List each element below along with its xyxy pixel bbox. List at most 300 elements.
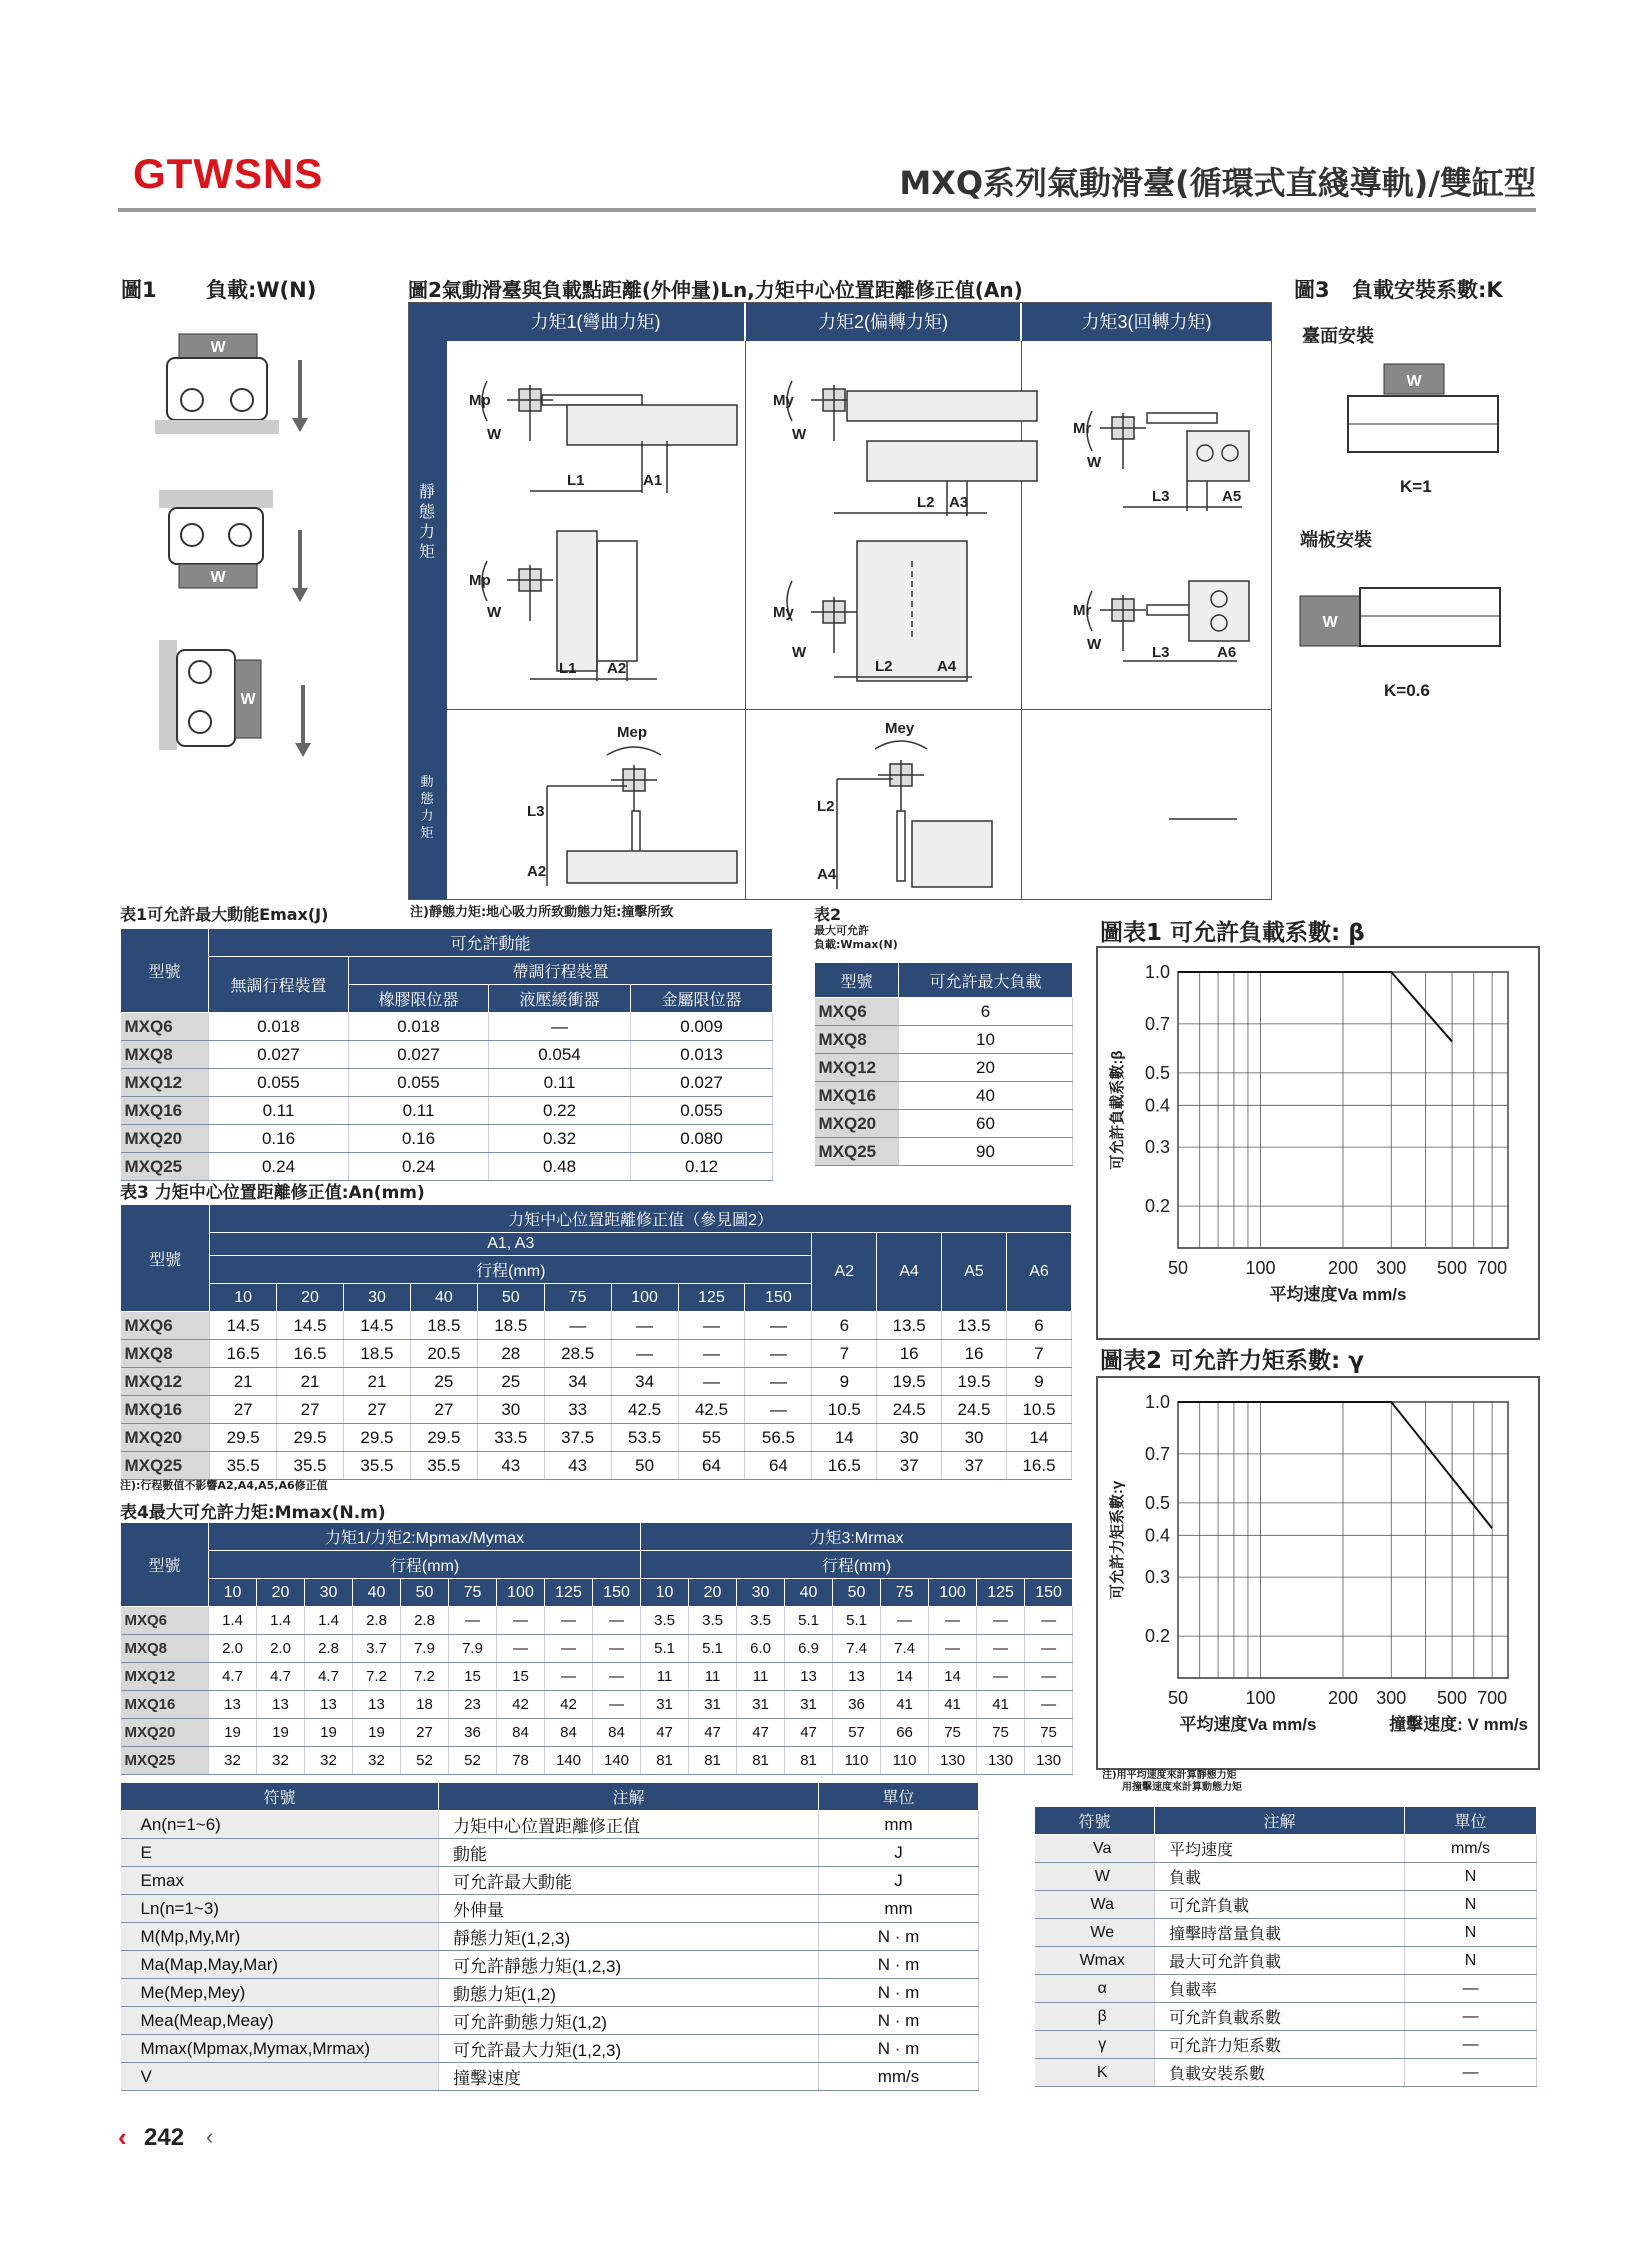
t3-cell: 34 xyxy=(611,1368,678,1396)
table-row xyxy=(121,1368,1072,1396)
fig2-col3: 力矩3(回轉力矩) xyxy=(1081,312,1212,332)
sym1-cell: 外伸量 xyxy=(439,1895,819,1923)
table-row xyxy=(121,1069,773,1097)
sym2-cell: N xyxy=(1405,1919,1537,1947)
sym2-cell: α xyxy=(1035,1975,1155,2003)
table-row xyxy=(121,1013,773,1041)
table-row xyxy=(121,2063,979,2091)
t1-h-rubber: 橡膠限位器 xyxy=(349,985,489,1013)
t4-stroke: 10 xyxy=(209,1579,257,1607)
lbl-a3: A3 xyxy=(949,494,969,511)
sym1-cell: mm/s xyxy=(819,2063,979,2091)
t3-cell: 29.5 xyxy=(410,1424,477,1452)
table-row xyxy=(815,1054,1073,1082)
lbl-w3: W xyxy=(792,426,807,443)
t3-h-a2: A2 xyxy=(812,1233,877,1312)
t3-title: 表3 力矩中心位置距離修正值:An(mm) xyxy=(120,1183,425,1203)
t4-cell: 110 xyxy=(833,1747,881,1775)
t3-cell: 35.5 xyxy=(344,1452,411,1480)
x-tick-label: 500 xyxy=(1437,1688,1468,1708)
t4-cell: — xyxy=(1025,1635,1073,1663)
t1-h-group: 可允許動能 xyxy=(209,929,773,957)
t3-cell: 28.5 xyxy=(544,1340,611,1368)
lbl-mp1: Mp xyxy=(469,392,491,409)
y-tick-label: 0.7 xyxy=(1144,1013,1170,1034)
t3-cell: 30 xyxy=(477,1396,544,1424)
t4-stroke: 50 xyxy=(833,1579,881,1607)
x-tick-label: 50 xyxy=(1167,1688,1189,1708)
fig2-col1: 力矩1(彎曲力矩) xyxy=(447,303,746,341)
t3-note: 注):行程數值不影響A2,A4,A5,A6修正值 xyxy=(120,1479,328,1492)
t4-cell: 5.1 xyxy=(785,1607,833,1635)
sym2-cell: 可允許負載 xyxy=(1155,1891,1405,1919)
t3-stroke: 50 xyxy=(477,1284,544,1312)
t3-stroke: 75 xyxy=(544,1284,611,1312)
sym1-cell: 可允許動態力矩(1,2) xyxy=(439,2007,819,2035)
t4-cell: 13 xyxy=(257,1691,305,1719)
t3-cell: 14.5 xyxy=(277,1312,344,1340)
t1-h-with: 帶調行程裝置 xyxy=(349,957,773,985)
x-tick-label: 100 xyxy=(1245,1688,1276,1708)
t3-stroke: 30 xyxy=(344,1284,411,1312)
sym1-cell: Mmax(Mpmax,Mymax,Mrmax) xyxy=(121,2035,439,2063)
t1-cell: 0.009 xyxy=(631,1013,773,1041)
t3-cell: 19.5 xyxy=(942,1368,1007,1396)
table-row xyxy=(121,1951,979,1979)
table-row xyxy=(121,1691,1073,1719)
lbl-w5: W xyxy=(1087,454,1102,471)
sym1-cell: Ln(n=1~3) xyxy=(121,1895,439,1923)
sym1-cell: 動態力矩(1,2) xyxy=(439,1979,819,2007)
fig2-diagrams xyxy=(447,341,1271,899)
table-row xyxy=(815,1138,1073,1166)
lbl-w6: W xyxy=(1087,636,1102,653)
sym1-cell: mm xyxy=(819,1895,979,1923)
t4-cell: MXQ6 xyxy=(121,1607,209,1635)
t3-stroke: 100 xyxy=(611,1284,678,1312)
t4-cell: 13 xyxy=(785,1663,833,1691)
t4-cell: — xyxy=(497,1635,545,1663)
t4-cell: 6.0 xyxy=(737,1635,785,1663)
lbl-mep: Mep xyxy=(617,724,647,741)
t3-cell: 24.5 xyxy=(877,1396,942,1424)
fig3-w2: W xyxy=(1322,614,1338,631)
t3-h-group: 力矩中心位置距離修正值（參見圖2） xyxy=(210,1205,1072,1233)
fig1-title: 圖1 xyxy=(121,278,157,302)
table-row xyxy=(1035,1863,1537,1891)
table-row xyxy=(121,1895,979,1923)
sym1-cell: Mea(Meap,Meay) xyxy=(121,2007,439,2035)
sym2-cell: 可允許力矩系數 xyxy=(1155,2031,1405,2059)
table-row xyxy=(121,1635,1073,1663)
t2-sub2: 負載:Wmax(N) xyxy=(814,938,898,951)
sym1-cell: N · m xyxy=(819,1979,979,2007)
t1-cell: 0.055 xyxy=(349,1069,489,1097)
x-tick-label: 50 xyxy=(1167,1258,1189,1278)
lbl-l1a: L1 xyxy=(567,472,585,489)
t4-cell: MXQ16 xyxy=(121,1691,209,1719)
sym2-cell: 負載安裝系數 xyxy=(1155,2059,1405,2087)
t4-cell: 32 xyxy=(209,1747,257,1775)
t3-cell: — xyxy=(678,1368,745,1396)
lbl-a4: A4 xyxy=(937,658,957,675)
t2-cell: MXQ12 xyxy=(815,1054,899,1082)
fig1-diagram xyxy=(145,320,335,780)
t1-cell: 0.018 xyxy=(349,1013,489,1041)
t4-cell: 47 xyxy=(641,1719,689,1747)
sym2-cell: We xyxy=(1035,1919,1155,1947)
sym2-cell: K xyxy=(1035,2059,1155,2087)
t3-cell: 35.5 xyxy=(277,1452,344,1480)
lbl-l1b: L1 xyxy=(559,660,577,677)
t4-cell: 15 xyxy=(497,1663,545,1691)
t3-cell: MXQ25 xyxy=(121,1452,210,1480)
t3-cell: 16 xyxy=(942,1340,1007,1368)
t4-stroke: 30 xyxy=(737,1579,785,1607)
lbl-w4: W xyxy=(792,644,807,661)
table-an xyxy=(120,1204,1072,1480)
table-row xyxy=(1035,1891,1537,1919)
t4-cell: 5.1 xyxy=(641,1635,689,1663)
table-row xyxy=(121,1396,1072,1424)
t2-cell: MXQ16 xyxy=(815,1082,899,1110)
t4-stroke: 40 xyxy=(353,1579,401,1607)
t3-cell: 14 xyxy=(1006,1424,1071,1452)
table-row xyxy=(815,1082,1073,1110)
y-axis-label: 可允許力矩系數:γ xyxy=(1109,1480,1126,1600)
t3-cell: 18.5 xyxy=(477,1312,544,1340)
y-tick-label: 0.3 xyxy=(1144,1137,1170,1158)
sym1-cell: 動能 xyxy=(439,1839,819,1867)
t3-h-a6: A6 xyxy=(1006,1233,1071,1312)
t3-cell: 10.5 xyxy=(812,1396,877,1424)
table-wmax xyxy=(814,962,1073,1166)
t3-cell: — xyxy=(678,1340,745,1368)
fig2-col2: 力矩2(偏轉力矩) xyxy=(746,303,1022,341)
sym1-cell: Me(Mep,Mey) xyxy=(121,1979,439,2007)
t2-cell: MXQ20 xyxy=(815,1110,899,1138)
t4-cell: 57 xyxy=(833,1719,881,1747)
t4-stroke: 150 xyxy=(593,1579,641,1607)
lbl-a4b: A4 xyxy=(817,866,837,883)
t3-stroke: 10 xyxy=(210,1284,277,1312)
t4-cell: 2.0 xyxy=(209,1635,257,1663)
t4-cell: 84 xyxy=(497,1719,545,1747)
x-tick-label: 700 xyxy=(1477,1258,1508,1278)
t3-cell: 35.5 xyxy=(410,1452,477,1480)
y-tick-label: 0.2 xyxy=(1144,1196,1170,1217)
t3-stroke: 20 xyxy=(277,1284,344,1312)
t4-cell: 11 xyxy=(737,1663,785,1691)
t4-h-model: 型號 xyxy=(121,1523,209,1607)
t1-cell: 0.055 xyxy=(209,1069,349,1097)
t4-cell: 1.4 xyxy=(305,1607,353,1635)
t3-cell: 6 xyxy=(1006,1312,1071,1340)
t4-cell: — xyxy=(977,1635,1025,1663)
t4-cell: — xyxy=(929,1607,977,1635)
t4-cell: 2.8 xyxy=(353,1607,401,1635)
t3-cell: 7 xyxy=(812,1340,877,1368)
sym1-h-unit: 單位 xyxy=(819,1783,979,1811)
header-divider xyxy=(118,208,1536,212)
sym1-cell: 撞擊速度 xyxy=(439,2063,819,2091)
t4-cell: 31 xyxy=(689,1691,737,1719)
t4-cell: 42 xyxy=(545,1691,593,1719)
t3-cell: 50 xyxy=(611,1452,678,1480)
t3-cell: 9 xyxy=(1006,1368,1071,1396)
t3-cell: — xyxy=(745,1340,812,1368)
table-row xyxy=(815,998,1073,1026)
t4-cell: 3.5 xyxy=(737,1607,785,1635)
sym1-cell: 力矩中心位置距離修正值 xyxy=(439,1811,819,1839)
t4-cell: 6.9 xyxy=(785,1635,833,1663)
t2-h-load: 可允許最大負載 xyxy=(899,963,1073,998)
t4-stroke: 10 xyxy=(641,1579,689,1607)
t3-cell: 37.5 xyxy=(544,1424,611,1452)
t4-cell: 84 xyxy=(545,1719,593,1747)
t4-cell: 52 xyxy=(401,1747,449,1775)
chart-gamma xyxy=(1096,1376,1540,1770)
t4-stroke: 125 xyxy=(545,1579,593,1607)
t3-cell: — xyxy=(678,1312,745,1340)
t4-cell: 66 xyxy=(881,1719,929,1747)
t1-h-none: 無調行程裝置 xyxy=(209,957,349,1013)
x-tick-label: 100 xyxy=(1245,1258,1276,1278)
lbl-l3b: L3 xyxy=(1152,644,1170,661)
t4-cell: 41 xyxy=(929,1691,977,1719)
fig3-mount2: 端板安裝 xyxy=(1300,530,1372,551)
t3-cell: 35.5 xyxy=(210,1452,277,1480)
t4-cell: 31 xyxy=(737,1691,785,1719)
t4-cell: 19 xyxy=(209,1719,257,1747)
t3-cell: 14.5 xyxy=(344,1312,411,1340)
x-tick-label: 500 xyxy=(1437,1258,1468,1278)
sym2-h-unit: 單位 xyxy=(1405,1807,1537,1835)
t1-cell: 0.013 xyxy=(631,1041,773,1069)
chart-svg xyxy=(1098,948,1538,1338)
lbl-mp2: Mp xyxy=(469,572,491,589)
t2-cell: 10 xyxy=(899,1026,1073,1054)
t4-cell: 130 xyxy=(1025,1747,1073,1775)
t4-cell: 4.7 xyxy=(257,1663,305,1691)
t3-cell: 27 xyxy=(210,1396,277,1424)
lbl-a2b: A2 xyxy=(527,863,547,880)
fig1-w2: W xyxy=(210,569,226,586)
t1-h-hyd: 液壓緩衝器 xyxy=(489,985,631,1013)
fig1-w1: W xyxy=(210,339,226,356)
symbol-table-2 xyxy=(1034,1806,1537,2087)
sym1-cell: V xyxy=(121,2063,439,2091)
t4-cell: — xyxy=(881,1607,929,1635)
fig3-w1: W xyxy=(1406,373,1422,390)
t3-h-a5: A5 xyxy=(942,1233,1007,1312)
t4-stroke: 50 xyxy=(401,1579,449,1607)
t3-cell: — xyxy=(745,1312,812,1340)
t4-cell: 32 xyxy=(353,1747,401,1775)
t4-cell: 31 xyxy=(785,1691,833,1719)
sym2-cell: 負載 xyxy=(1155,1863,1405,1891)
t3-cell: 27 xyxy=(410,1396,477,1424)
lbl-mr2: Mr xyxy=(1073,602,1092,619)
chart2-title: 圖表2 可允許力矩系數: γ xyxy=(1100,1348,1364,1374)
t1-cell: 0.080 xyxy=(631,1125,773,1153)
t4-cell: 13 xyxy=(353,1691,401,1719)
t2-cell: 60 xyxy=(899,1110,1073,1138)
t2-cell: MXQ8 xyxy=(815,1026,899,1054)
symbol-table-1 xyxy=(120,1782,979,2091)
table-row xyxy=(121,1663,1073,1691)
sym2-cell: 平均速度 xyxy=(1155,1835,1405,1863)
lbl-a1: A1 xyxy=(643,472,663,489)
t1-cell: 0.32 xyxy=(489,1125,631,1153)
t3-h-a1a3: A1, A3 xyxy=(210,1233,812,1256)
table-row xyxy=(1035,1975,1537,2003)
page-number: 242 xyxy=(144,2124,185,2151)
t4-cell: — xyxy=(593,1607,641,1635)
sym2-cell: — xyxy=(1405,2003,1537,2031)
t3-cell: 20.5 xyxy=(410,1340,477,1368)
t4-cell: 41 xyxy=(977,1691,1025,1719)
t4-cell: 36 xyxy=(449,1719,497,1747)
t4-cell: 18 xyxy=(401,1691,449,1719)
sym2-cell: W xyxy=(1035,1863,1155,1891)
t1-cell: 0.22 xyxy=(489,1097,631,1125)
table-row xyxy=(1035,1947,1537,1975)
x-axis-label-2: 撞擊速度: V mm/s xyxy=(1389,1715,1528,1734)
table-row xyxy=(121,1747,1073,1775)
t3-cell: MXQ6 xyxy=(121,1312,210,1340)
sym2-cell: Va xyxy=(1035,1835,1155,1863)
table-row xyxy=(1035,2059,1537,2087)
sym2-cell: — xyxy=(1405,2059,1537,2087)
t3-cell: 16.5 xyxy=(277,1340,344,1368)
t3-cell: 56.5 xyxy=(745,1424,812,1452)
lbl-a6: A6 xyxy=(1217,644,1237,661)
sym1-h-sym: 符號 xyxy=(121,1783,439,1811)
t4-cell: MXQ8 xyxy=(121,1635,209,1663)
table-row xyxy=(121,1125,773,1153)
page-next-icon[interactable]: ‹ xyxy=(206,2124,214,2149)
fig3-k2: K=0.6 xyxy=(1384,681,1430,700)
table-row xyxy=(121,1424,1072,1452)
table-row xyxy=(121,2035,979,2063)
t1-cell: 0.027 xyxy=(349,1041,489,1069)
t1-cell: 0.24 xyxy=(349,1153,489,1181)
t4-cell: 13 xyxy=(833,1663,881,1691)
t4-cell: — xyxy=(593,1691,641,1719)
t3-cell: 19.5 xyxy=(877,1368,942,1396)
t3-stroke: 40 xyxy=(410,1284,477,1312)
t4-cell: 19 xyxy=(305,1719,353,1747)
t4-cell: 75 xyxy=(929,1719,977,1747)
fig2-title: 圖2氣動滑臺與負載點距離(外伸量)Ln,力矩中心位置距離修正值(An) xyxy=(408,278,1023,302)
t4-cell: 81 xyxy=(641,1747,689,1775)
t4-stroke: 20 xyxy=(689,1579,737,1607)
chart-beta xyxy=(1096,946,1540,1340)
fig3-k1: K=1 xyxy=(1400,477,1432,496)
t4-cell: 7.9 xyxy=(401,1635,449,1663)
t3-cell: 53.5 xyxy=(611,1424,678,1452)
page-prev-icon[interactable]: ‹ xyxy=(118,2122,127,2152)
t1-cell: MXQ16 xyxy=(121,1097,209,1125)
t3-cell: 30 xyxy=(877,1424,942,1452)
t4-cell: 7.9 xyxy=(449,1635,497,1663)
t3-cell: 24.5 xyxy=(942,1396,1007,1424)
t4-cell: 84 xyxy=(593,1719,641,1747)
t3-cell: 43 xyxy=(544,1452,611,1480)
table-row xyxy=(121,1153,773,1181)
table-row xyxy=(121,1811,979,1839)
sym1-cell: M(Mp,My,Mr) xyxy=(121,1923,439,1951)
t2-title: 表2 xyxy=(814,905,842,924)
t3-cell: 37 xyxy=(877,1452,942,1480)
t4-cell: — xyxy=(593,1663,641,1691)
fig3-title: 圖3 xyxy=(1294,278,1330,302)
lbl-mey: Mey xyxy=(885,720,915,737)
t1-cell: 0.018 xyxy=(209,1013,349,1041)
t4-cell: 11 xyxy=(641,1663,689,1691)
t3-cell: 21 xyxy=(344,1368,411,1396)
t1-h-metal: 金屬限位器 xyxy=(631,985,773,1013)
series-line xyxy=(1178,1402,1492,1528)
lbl-l3c: L3 xyxy=(527,803,545,820)
t3-cell: 18.5 xyxy=(410,1312,477,1340)
table-row xyxy=(121,1979,979,2007)
table-row xyxy=(121,1867,979,1895)
t1-title: 表1可允許最大動能Emax(J) xyxy=(120,905,329,924)
sym2-cell: — xyxy=(1405,2031,1537,2059)
t4-cell: MXQ12 xyxy=(121,1663,209,1691)
t4-cell: 81 xyxy=(737,1747,785,1775)
t4-stroke: 40 xyxy=(785,1579,833,1607)
t4-cell: 23 xyxy=(449,1691,497,1719)
t2-cell: 6 xyxy=(899,998,1073,1026)
t3-h-stroke: 行程(mm) xyxy=(210,1256,812,1284)
x-tick-label: 300 xyxy=(1376,1688,1407,1708)
t4-cell: 19 xyxy=(257,1719,305,1747)
lbl-a2: A2 xyxy=(607,660,627,677)
t3-h-model: 型號 xyxy=(121,1205,210,1312)
t3-cell: MXQ8 xyxy=(121,1340,210,1368)
t4-cell: — xyxy=(497,1607,545,1635)
t4-cell: 11 xyxy=(689,1663,737,1691)
t2-sub1: 最大可允許 xyxy=(814,924,869,937)
t3-h-a4: A4 xyxy=(877,1233,942,1312)
t1-cell: MXQ8 xyxy=(121,1041,209,1069)
t4-cell: 7.4 xyxy=(881,1635,929,1663)
t4-cell: 5.1 xyxy=(689,1635,737,1663)
t4-cell: 75 xyxy=(1025,1719,1073,1747)
t3-cell: 27 xyxy=(277,1396,344,1424)
table-row xyxy=(121,1041,773,1069)
t4-cell: 7.4 xyxy=(833,1635,881,1663)
sym2-cell: Wa xyxy=(1035,1891,1155,1919)
sym1-cell: Emax xyxy=(121,1867,439,1895)
t4-cell: 14 xyxy=(929,1663,977,1691)
lbl-my2: My xyxy=(773,604,794,621)
t4-cell: 2.0 xyxy=(257,1635,305,1663)
t3-cell: — xyxy=(611,1312,678,1340)
t1-cell: 0.24 xyxy=(209,1153,349,1181)
t3-cell: 16.5 xyxy=(812,1452,877,1480)
x-tick-label: 700 xyxy=(1477,1688,1508,1708)
t4-h-g2: 力矩3:Mrmax xyxy=(641,1523,1073,1551)
sym2-cell: β xyxy=(1035,2003,1155,2031)
t3-cell: — xyxy=(611,1340,678,1368)
table-row xyxy=(1035,2031,1537,2059)
sym2-h-note: 注解 xyxy=(1155,1807,1405,1835)
t1-h-model: 型號 xyxy=(121,929,209,1013)
